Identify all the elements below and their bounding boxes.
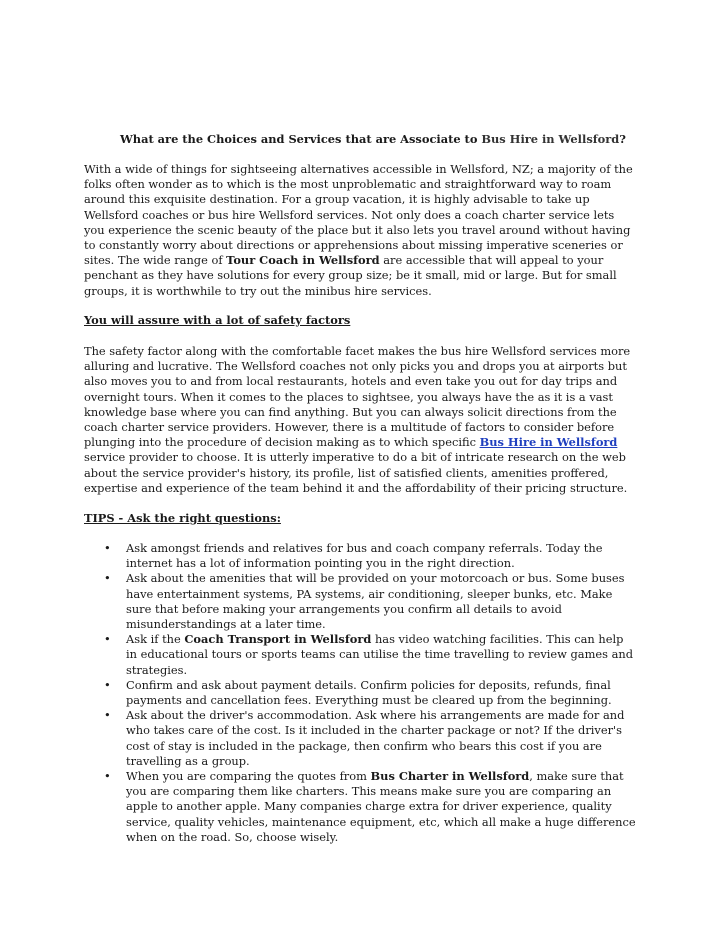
- tour-coach-keyword: Tour Coach in Wellsford: [226, 253, 380, 268]
- bus-hire-link[interactable]: Bus Hire in Wellsford: [479, 435, 618, 450]
- title-keyword: Bus Hire in Wellsford: [481, 132, 620, 146]
- list-item: [84, 769, 636, 845]
- title-question-mark: ?: [619, 132, 626, 146]
- tip-text: Ask about the driver's accommodation. Ask where his arrangements are made for and who takes care of the cost. Is it included in the charter package or not? If the driver's cost of stay is included in the package, then confirm who bears this cost if you are travelling as a group.: [126, 708, 625, 768]
- tip-text: Confirm and ask about payment details. Confirm policies for deposits, refunds, final payments and cancellation fees. Everything must be cleared up from the beginning.: [126, 677, 612, 708]
- tip-text-end: , make sure that you are comparing them like charters. This means make sure you are comparing an apple to another apple. Many companies charge extra for driver experience, quality service, quality vehicles, maintenance equipment, etc, which all make a huge difference when on the road. So, choose wisely.: [126, 769, 636, 844]
- tips-heading: TIPS - Ask the right questions:: [84, 511, 281, 525]
- safety-text-end: service provider to choose. It is utterly imperative to do a bit of intricate research on the web about the service provider's history, its profile, list of satisfied clients, amenities proffered, expertise and experience of the team behind it and the affordability of their pricing structure.: [84, 450, 628, 495]
- intro-text: With a wide of things for sightseeing alternatives accessible in Wellsford, NZ; a majority of the folks often wonder as to which is the most unproblematic and straightforward way to roam around this exquisite destination. For a group vacation, it is highly advisable to take up Wellsford coaches or bus hire Wellsford services. Not only does a coach charter service lets you experience the scenic beauty of the place but it also lets you travel around without having to constantly worry about directions or apprehensions about missing imperative sceneries or sites. The wide range of: [84, 162, 633, 268]
- tip-text: Ask about the amenities that will be provided on your motorcoach or bus. Some buses have entertainment systems, PA systems, air conditioning, sleeper bunks, etc. Make sure that before making your arrangements you confirm all details to avoid misunderstandings at a later time.: [126, 571, 625, 632]
- tip-keyword: Coach Transport in Wellsford: [184, 632, 372, 647]
- intro-paragraph: [84, 162, 636, 299]
- tip-keyword: Bus Charter in Wellsford: [370, 769, 530, 784]
- tip-text-end: has video watching facilities. This can help in educational tours or sports teams can utilise the time travelling to review games and strategies.: [126, 632, 634, 677]
- tip-text: Ask if the: [126, 632, 185, 647]
- list-item: [84, 708, 636, 769]
- tip-text: When you are comparing the quotes from: [126, 769, 371, 784]
- list-item: [84, 678, 636, 708]
- title-text: What are the Choices and Services that are Associate to: [120, 132, 482, 146]
- tips-list: [84, 541, 636, 845]
- intro-text-end: are accessible that will appeal to your penchant as they have solutions for every group size; be it small, mid or large. But for small groups, it is worthwhile to try out the minibus hire services.: [84, 253, 617, 298]
- tip-text: Ask amongst friends and relatives for bus and coach company referrals. Today the internet has a lot of information pointing you in the right direction.: [126, 541, 603, 571]
- list-item: [84, 541, 636, 571]
- list-item: [84, 632, 636, 678]
- safety-text: The safety factor along with the comfortable facet makes the bus hire Wellsford services more alluring and lucrative. The Wellsford coaches not only picks you and drops you at airports but also moves you to and from local restaurants, hotels and even take you out for day trips and overnight tours. When it comes to the places to sightsee, you always have the as it is a vast knowledge base where you can find anything. But you can always solicit directions from the coach charter service providers. However, there is a multitude of factors to consider before plunging into the procedure of decision making as to which specific: [84, 344, 631, 450]
- document-title: [120, 132, 626, 147]
- safety-paragraph: [84, 344, 636, 496]
- list-item: [84, 571, 636, 632]
- safety-heading: You will assure with a lot of safety factors: [84, 313, 351, 327]
